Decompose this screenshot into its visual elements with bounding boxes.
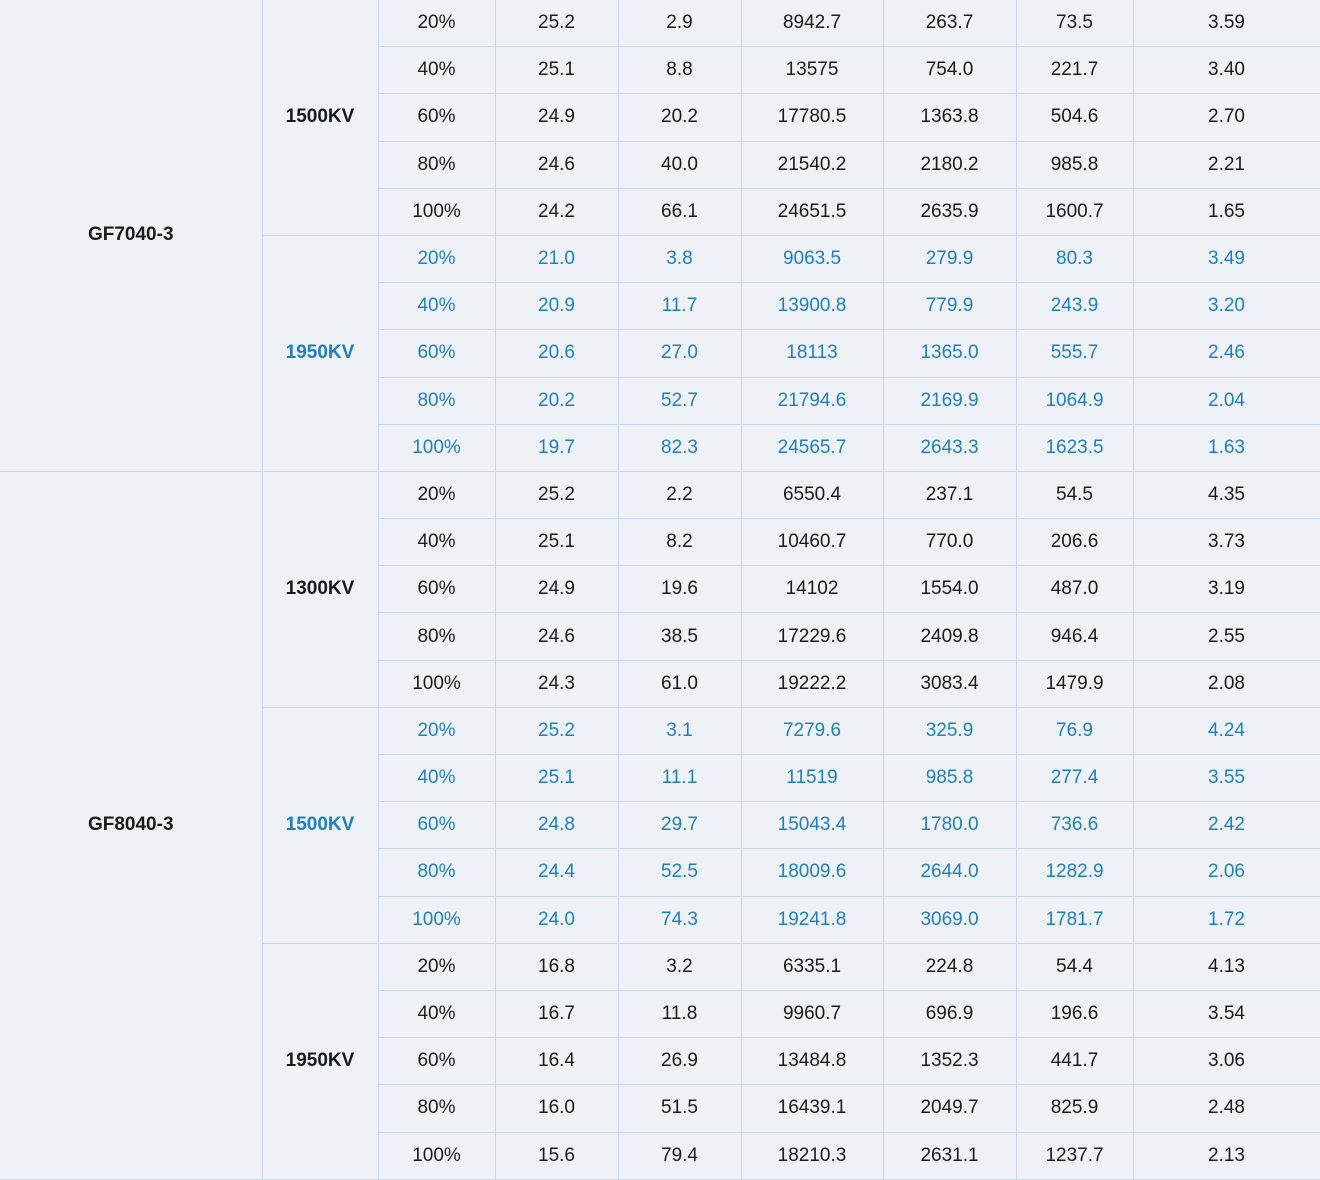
cell-value-a: 24.8 [495, 802, 618, 849]
cell-value-d: 2644.0 [883, 849, 1016, 896]
cell-value-b: 11.8 [618, 990, 741, 1037]
cell-load-percent: 20% [378, 707, 495, 754]
cell-value-f: 2.21 [1133, 141, 1320, 188]
cell-value-f: 3.54 [1133, 990, 1320, 1037]
cell-value-a: 25.2 [495, 0, 618, 47]
cell-load-percent: 100% [378, 188, 495, 235]
cell-value-f: 4.35 [1133, 471, 1320, 518]
cell-value-f: 2.48 [1133, 1085, 1320, 1132]
cell-value-d: 224.8 [883, 943, 1016, 990]
cell-value-c: 17229.6 [741, 613, 883, 660]
cell-load-percent: 40% [378, 990, 495, 1037]
cell-value-c: 18113 [741, 330, 883, 377]
cell-value-a: 24.6 [495, 141, 618, 188]
cell-load-percent: 20% [378, 471, 495, 518]
cell-value-f: 2.55 [1133, 613, 1320, 660]
cell-value-a: 16.4 [495, 1038, 618, 1085]
cell-value-c: 21540.2 [741, 141, 883, 188]
cell-value-f: 2.46 [1133, 330, 1320, 377]
cell-value-e: 825.9 [1016, 1085, 1133, 1132]
cell-value-b: 51.5 [618, 1085, 741, 1132]
cell-value-c: 15043.4 [741, 802, 883, 849]
cell-value-d: 2631.1 [883, 1132, 1016, 1179]
cell-value-c: 8942.7 [741, 0, 883, 47]
cell-value-c: 19241.8 [741, 896, 883, 943]
cell-value-b: 29.7 [618, 802, 741, 849]
cell-value-f: 4.24 [1133, 707, 1320, 754]
cell-value-a: 24.2 [495, 188, 618, 235]
cell-value-a: 15.6 [495, 1132, 618, 1179]
cell-voltage-rating: 1950KV [262, 235, 378, 471]
cell-value-c: 24651.5 [741, 188, 883, 235]
cell-value-a: 24.4 [495, 849, 618, 896]
cell-value-b: 38.5 [618, 613, 741, 660]
cell-value-e: 1781.7 [1016, 896, 1133, 943]
cell-value-a: 24.9 [495, 566, 618, 613]
cell-value-d: 2643.3 [883, 424, 1016, 471]
cell-value-c: 19222.2 [741, 660, 883, 707]
cell-value-b: 11.1 [618, 755, 741, 802]
cell-value-e: 504.6 [1016, 94, 1133, 141]
cell-value-d: 696.9 [883, 990, 1016, 1037]
cell-value-b: 20.2 [618, 94, 741, 141]
cell-voltage-rating: 1500KV [262, 707, 378, 943]
cell-value-f: 3.20 [1133, 283, 1320, 330]
cell-load-percent: 100% [378, 896, 495, 943]
cell-load-percent: 60% [378, 802, 495, 849]
cell-value-b: 61.0 [618, 660, 741, 707]
cell-value-c: 18210.3 [741, 1132, 883, 1179]
cell-value-a: 20.2 [495, 377, 618, 424]
cell-value-d: 325.9 [883, 707, 1016, 754]
cell-value-b: 2.9 [618, 0, 741, 47]
cell-value-f: 3.59 [1133, 0, 1320, 47]
cell-load-percent: 80% [378, 849, 495, 896]
cell-value-c: 6550.4 [741, 471, 883, 518]
cell-value-e: 487.0 [1016, 566, 1133, 613]
cell-value-b: 27.0 [618, 330, 741, 377]
cell-value-d: 3083.4 [883, 660, 1016, 707]
cell-value-e: 985.8 [1016, 141, 1133, 188]
cell-value-c: 13900.8 [741, 283, 883, 330]
cell-value-e: 73.5 [1016, 0, 1133, 47]
cell-value-f: 2.42 [1133, 802, 1320, 849]
cell-model-name: GF8040-3 [0, 471, 262, 1179]
cell-value-e: 736.6 [1016, 802, 1133, 849]
cell-value-d: 2049.7 [883, 1085, 1016, 1132]
cell-value-b: 19.6 [618, 566, 741, 613]
cell-value-c: 13575 [741, 47, 883, 94]
cell-value-b: 79.4 [618, 1132, 741, 1179]
cell-load-percent: 40% [378, 755, 495, 802]
cell-value-d: 1352.3 [883, 1038, 1016, 1085]
cell-value-b: 66.1 [618, 188, 741, 235]
cell-value-b: 26.9 [618, 1038, 741, 1085]
cell-value-e: 80.3 [1016, 235, 1133, 282]
cell-value-a: 16.7 [495, 990, 618, 1037]
cell-value-a: 25.1 [495, 519, 618, 566]
cell-value-c: 13484.8 [741, 1038, 883, 1085]
cell-value-f: 4.13 [1133, 943, 1320, 990]
cell-value-c: 10460.7 [741, 519, 883, 566]
cell-value-e: 555.7 [1016, 330, 1133, 377]
cell-value-f: 3.06 [1133, 1038, 1320, 1085]
cell-value-d: 2409.8 [883, 613, 1016, 660]
cell-value-c: 18009.6 [741, 849, 883, 896]
cell-load-percent: 60% [378, 94, 495, 141]
cell-value-f: 3.55 [1133, 755, 1320, 802]
cell-value-a: 24.0 [495, 896, 618, 943]
cell-value-b: 8.2 [618, 519, 741, 566]
cell-voltage-rating: 1500KV [262, 0, 378, 235]
cell-value-d: 1365.0 [883, 330, 1016, 377]
cell-load-percent: 60% [378, 330, 495, 377]
cell-value-c: 24565.7 [741, 424, 883, 471]
cell-load-percent: 80% [378, 141, 495, 188]
cell-value-c: 9960.7 [741, 990, 883, 1037]
cell-value-b: 3.1 [618, 707, 741, 754]
cell-value-c: 14102 [741, 566, 883, 613]
cell-voltage-rating: 1300KV [262, 471, 378, 707]
cell-value-a: 20.9 [495, 283, 618, 330]
cell-value-b: 2.2 [618, 471, 741, 518]
cell-value-c: 11519 [741, 755, 883, 802]
cell-value-e: 277.4 [1016, 755, 1133, 802]
cell-value-e: 441.7 [1016, 1038, 1133, 1085]
cell-value-a: 24.9 [495, 94, 618, 141]
cell-value-f: 2.13 [1133, 1132, 1320, 1179]
cell-load-percent: 40% [378, 47, 495, 94]
cell-value-e: 54.4 [1016, 943, 1133, 990]
cell-value-e: 1064.9 [1016, 377, 1133, 424]
cell-value-b: 40.0 [618, 141, 741, 188]
cell-value-a: 24.6 [495, 613, 618, 660]
cell-value-a: 25.1 [495, 755, 618, 802]
cell-load-percent: 60% [378, 1038, 495, 1085]
table-row [0, 0, 1320, 47]
cell-load-percent: 20% [378, 943, 495, 990]
cell-value-d: 770.0 [883, 519, 1016, 566]
cell-value-f: 3.49 [1133, 235, 1320, 282]
cell-value-d: 237.1 [883, 471, 1016, 518]
cell-value-e: 1623.5 [1016, 424, 1133, 471]
cell-value-d: 3069.0 [883, 896, 1016, 943]
cell-load-percent: 20% [378, 0, 495, 47]
cell-value-c: 6335.1 [741, 943, 883, 990]
cell-value-c: 9063.5 [741, 235, 883, 282]
cell-value-c: 7279.6 [741, 707, 883, 754]
cell-value-f: 2.70 [1133, 94, 1320, 141]
cell-value-d: 279.9 [883, 235, 1016, 282]
cell-value-c: 16439.1 [741, 1085, 883, 1132]
cell-value-f: 1.72 [1133, 896, 1320, 943]
cell-value-d: 754.0 [883, 47, 1016, 94]
cell-value-a: 20.6 [495, 330, 618, 377]
cell-value-b: 52.5 [618, 849, 741, 896]
cell-value-e: 946.4 [1016, 613, 1133, 660]
cell-value-e: 1600.7 [1016, 188, 1133, 235]
cell-value-e: 196.6 [1016, 990, 1133, 1037]
cell-load-percent: 60% [378, 566, 495, 613]
cell-value-c: 17780.5 [741, 94, 883, 141]
cell-value-f: 1.65 [1133, 188, 1320, 235]
cell-value-d: 2180.2 [883, 141, 1016, 188]
cell-value-b: 3.2 [618, 943, 741, 990]
cell-value-e: 54.5 [1016, 471, 1133, 518]
cell-load-percent: 100% [378, 424, 495, 471]
cell-value-f: 3.19 [1133, 566, 1320, 613]
table-row [0, 471, 1320, 518]
cell-value-f: 2.06 [1133, 849, 1320, 896]
cell-value-e: 243.9 [1016, 283, 1133, 330]
cell-value-a: 24.3 [495, 660, 618, 707]
cell-value-a: 16.0 [495, 1085, 618, 1132]
cell-value-e: 1282.9 [1016, 849, 1133, 896]
cell-value-d: 779.9 [883, 283, 1016, 330]
cell-value-f: 2.04 [1133, 377, 1320, 424]
cell-value-d: 2169.9 [883, 377, 1016, 424]
cell-load-percent: 40% [378, 283, 495, 330]
cell-value-d: 1363.8 [883, 94, 1016, 141]
cell-load-percent: 80% [378, 1085, 495, 1132]
cell-value-e: 221.7 [1016, 47, 1133, 94]
cell-voltage-rating: 1950KV [262, 943, 378, 1179]
cell-value-b: 52.7 [618, 377, 741, 424]
cell-value-e: 1237.7 [1016, 1132, 1133, 1179]
cell-load-percent: 20% [378, 235, 495, 282]
cell-value-f: 3.73 [1133, 519, 1320, 566]
cell-value-b: 82.3 [618, 424, 741, 471]
cell-value-f: 3.40 [1133, 47, 1320, 94]
cell-value-c: 21794.6 [741, 377, 883, 424]
cell-value-a: 16.8 [495, 943, 618, 990]
cell-value-b: 3.8 [618, 235, 741, 282]
cell-model-name: GF7040-3 [0, 0, 262, 471]
cell-value-a: 25.2 [495, 707, 618, 754]
cell-value-b: 74.3 [618, 896, 741, 943]
cell-value-a: 25.2 [495, 471, 618, 518]
cell-load-percent: 40% [378, 519, 495, 566]
cell-value-b: 11.7 [618, 283, 741, 330]
cell-value-f: 1.63 [1133, 424, 1320, 471]
cell-value-e: 1479.9 [1016, 660, 1133, 707]
cell-load-percent: 80% [378, 613, 495, 660]
cell-load-percent: 80% [378, 377, 495, 424]
cell-value-d: 1780.0 [883, 802, 1016, 849]
cell-value-f: 2.08 [1133, 660, 1320, 707]
cell-value-e: 206.6 [1016, 519, 1133, 566]
cell-value-d: 1554.0 [883, 566, 1016, 613]
cell-value-a: 21.0 [495, 235, 618, 282]
cell-value-a: 19.7 [495, 424, 618, 471]
cell-value-d: 2635.9 [883, 188, 1016, 235]
cell-value-a: 25.1 [495, 47, 618, 94]
cell-value-e: 76.9 [1016, 707, 1133, 754]
cell-value-b: 8.8 [618, 47, 741, 94]
cell-load-percent: 100% [378, 1132, 495, 1179]
cell-load-percent: 100% [378, 660, 495, 707]
cell-value-d: 263.7 [883, 0, 1016, 47]
cell-value-d: 985.8 [883, 755, 1016, 802]
